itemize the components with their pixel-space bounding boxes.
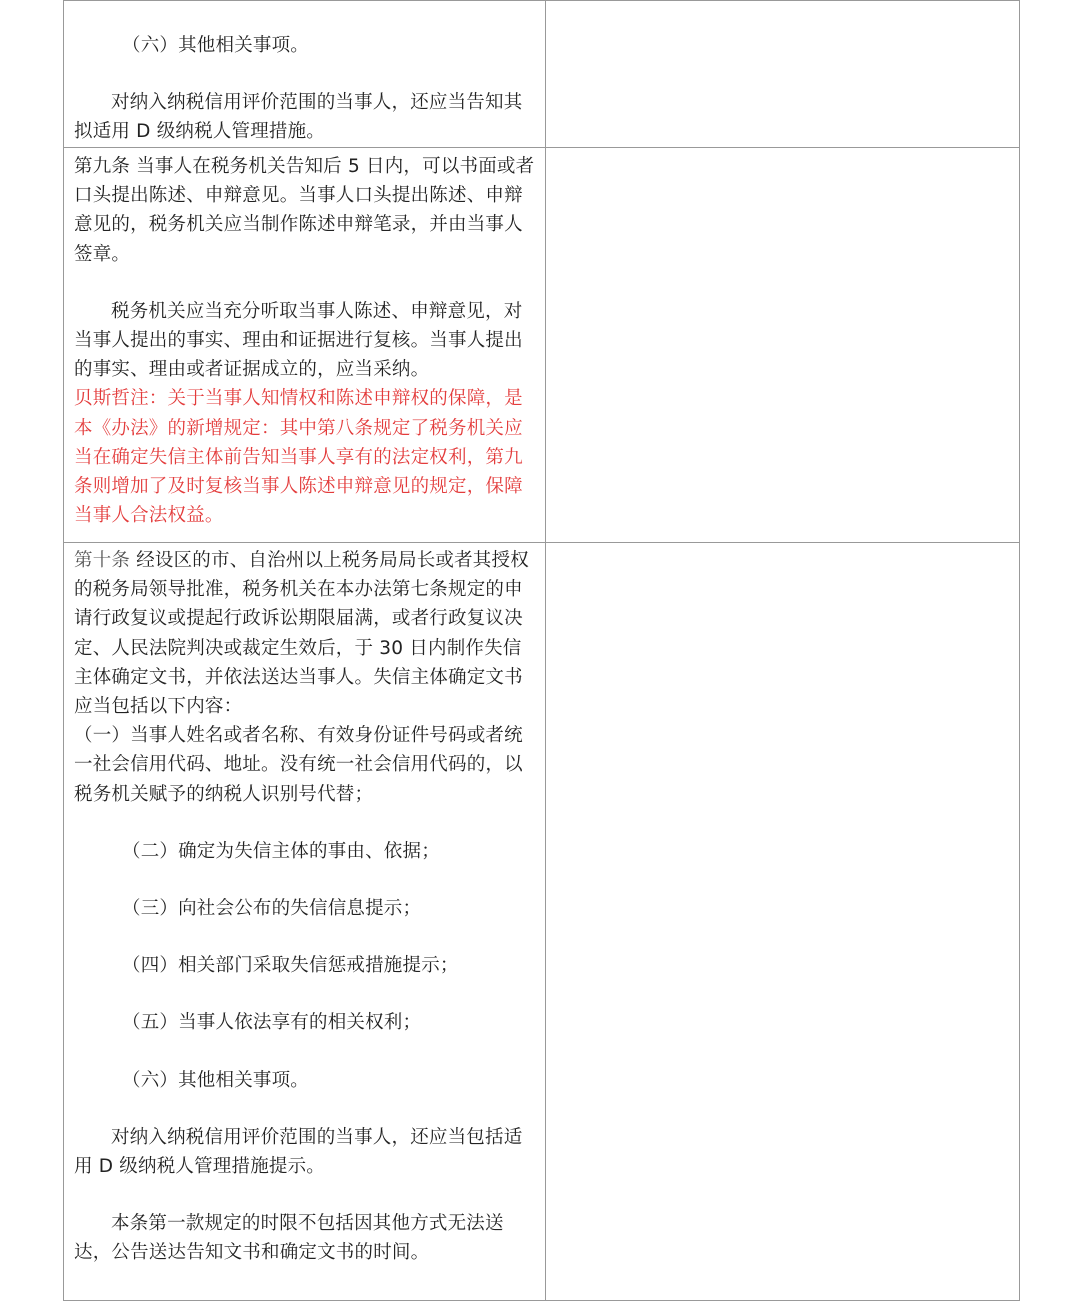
item-six: （六）其他相关事项。 [122, 1069, 310, 1091]
item-one: （一）当事人姓名或者名称、有效身份证件号码或者统一社会信用代码、地址。没有统一社会信用代码的，以税务机关赋予的纳税人识别号代替； [74, 725, 523, 805]
item-three: （三）向社会公布的失信信息提示； [122, 898, 422, 920]
paragraph: 本条第一款规定的时限不包括因其他方式无法送达，公告送达告知文书和确定文书的时间。 [74, 1213, 504, 1264]
paragraph: 对纳入纳税信用评价范围的当事人，还应当告知其拟适用 D 级纳税人管理措施。 [74, 92, 523, 143]
left-cell [64, 543, 546, 1301]
left-cell [64, 1, 546, 148]
table-row [64, 1, 1020, 148]
annotation-note: 贝斯哲注：关于当事人知情权和陈述申辩权的保障，是本《办法》的新增规定：其中第八条规定了税务机关应当在确定失信主体前告知当事人享有的法定权利，第九条则增加了及时复核当事人陈述申辩意见的规定，保障当事人合法权益。 [74, 388, 523, 527]
right-cell [546, 1, 1020, 148]
right-cell [546, 543, 1020, 1301]
item-four: （四）相关部门采取失信惩戒措施提示； [122, 955, 459, 977]
paragraph: 对纳入纳税信用评价范围的当事人，还应当包括适用 D 级纳税人管理措施提示。 [74, 1126, 523, 1178]
article-ten [74, 546, 535, 721]
item-two: （二）确定为失信主体的事由、依据； [122, 840, 440, 862]
paragraph: 税务机关应当充分听取当事人陈述、申辩意见，对当事人提出的事实、理由和证据进行复核。当事人提出的事实、理由或者证据成立的，应当采纳。 [74, 300, 523, 381]
article-number: 第十条 [74, 550, 131, 571]
item-six: （六）其他相关事项。 [122, 35, 310, 56]
item-five: （五）当事人依法享有的相关权利； [122, 1012, 422, 1034]
right-cell [546, 148, 1020, 543]
regulation-table [63, 0, 1020, 1301]
left-cell [64, 148, 546, 543]
table-row [64, 543, 1020, 1301]
article-nine: 第九条 当事人在税务机关告知后 5 日内，可以书面或者口头提出陈述、申辩意见。当事人口头提出陈述、申辩意见的，税务机关应当制作陈述申辩笔录，并由当事人签章。 [74, 156, 535, 265]
article-body: 经设区的市、自治州以上税务局局长或者其授权的税务局领导批准，税务机关在本办法第七条规定的申请行政复议或提起行政诉讼期限届满，或者行政复议决定、人民法院判决或裁定生效后，于 30 日内制作失信主体确定文书，并依法送达当事人。失信主体确定文书应当包括以下内容： [74, 550, 529, 718]
table-row [64, 148, 1020, 543]
